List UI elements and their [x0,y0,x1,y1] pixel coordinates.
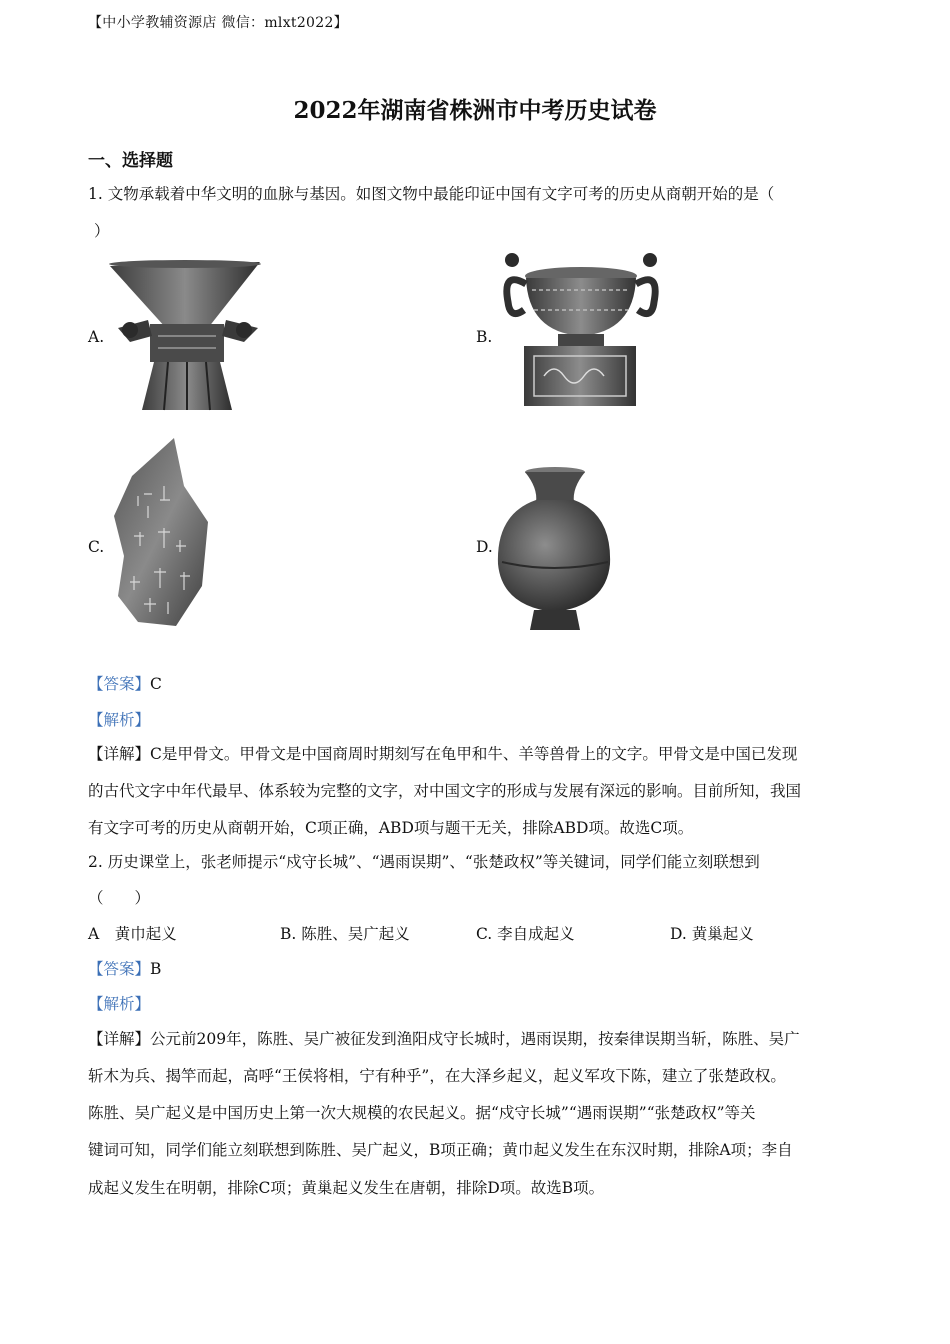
pottery-jar-image [494,466,614,636]
q2-analysis-tag: 【解析】 [88,995,151,1013]
q1-detail-line1 [88,742,797,764]
q2-detail-line2: 斩木为兵、揭竿而起，高呼“王侯将相，宁有种乎”，在大泽乡起义，起义军攻下陈，建立了张楚政权。 [88,1067,786,1085]
q2-detail-line5: 成起义发生在明朝，排除C项；黄巢起义发生在唐朝，排除D项。故选B项。 [88,1179,605,1197]
q2-detail-line1 [88,1027,800,1049]
q2-option-c: C. 李自成起义 [476,925,575,943]
q2-options [0,922,950,944]
q2-option-a: A 黄巾起义 [88,925,177,943]
q1-detail-line3: 有文字可考的历史从商朝开始，C项正确，ABD项与题干无关，排除ABD项。故选C项。 [88,819,694,837]
q1-stem-line1: 1. 文物承载着中华文明的血脉与基因。如图文物中最能印证中国有文字可考的历史从商朝开始的是（ [88,185,775,203]
bronze-zun-vessel-image [108,258,268,417]
page-title: 2022年湖南省株洲市中考历史试卷 [293,97,657,124]
answer-tag: 【答案】 [88,960,151,978]
detail-text: 公元前209年，陈胜、吴广被征发到渔阳戍守长城时，遇雨误期，按秦律误期当斩，陈胜、吴广 [150,1030,800,1048]
q1-option-d-label: D. [476,538,493,556]
q1-option-c-label: C. [88,538,105,556]
q2-option-b: B. 陈胜、吴广起义 [280,925,410,943]
q1-option-a-label: A. [88,328,105,346]
q2-detail-line4: 键词可知，同学们能立刻联想到陈胜、吴广起义，B项正确；黄巾起义发生在东汉时期，排除A项；李自 [88,1141,793,1159]
q2-detail-line3: 陈胜、吴广起义是中国历史上第一次大规模的农民起义。据“戍守长城”“遇雨误期”“张楚政权”等关 [88,1104,756,1122]
bronze-gui-vessel-image [496,250,666,414]
q1-detail-line2: 的古代文字中年代最早、体系较为完整的文字，对中国文字的形成与发展有深远的影响。目前所知，我国 [88,782,802,800]
q1-option-b-label: B. [476,328,493,346]
detail-tag: 【详解】 [88,1030,151,1048]
q2-stem-line2: （ ） [88,889,151,907]
answer-tag: 【答案】 [88,675,151,693]
section-heading: 一、选择题 [88,151,173,171]
watermark: 【中小学教辅资源店 微信：mlxt2022】 [88,15,348,31]
detail-text: C是甲骨文。甲骨文是中国商周时期刻写在龟甲和牛、羊等兽骨上的文字。甲骨文是中国已发现 [150,745,798,763]
q1-stem-line2: ） [94,222,110,240]
q1-analysis-tag: 【解析】 [88,711,151,729]
detail-tag: 【详解】 [88,745,151,763]
answer-value: C [150,675,162,693]
answer-value: B [150,960,162,978]
q1-answer [88,672,162,694]
oracle-bone-image [104,436,214,632]
q2-option-d: D. 黄巢起义 [670,925,754,943]
q2-stem-line1: 2. 历史课堂上，张老师提示“戍守长城”、“遇雨误期”、“张楚政权”等关键词，同学们能立刻联想到 [88,853,760,871]
q2-answer [88,957,161,979]
